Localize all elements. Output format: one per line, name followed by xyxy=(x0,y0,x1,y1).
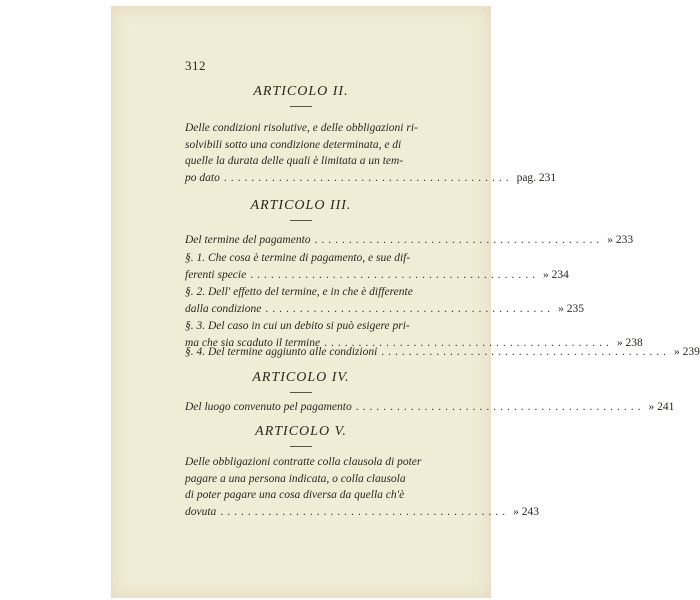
article-heading xyxy=(111,370,491,393)
page-reference: » 233 xyxy=(607,234,634,246)
entry-last-line xyxy=(185,344,700,361)
article-heading-text: ARTICOLO IV. xyxy=(252,370,350,385)
entry-last-line xyxy=(185,504,539,521)
entry-line: quelle la durata delle quali è limitata a un tem- xyxy=(185,155,404,167)
entry-last-line xyxy=(185,170,557,187)
article-heading xyxy=(111,198,491,221)
leader-dots: .......................................... xyxy=(314,234,604,246)
entry-text: dalla condizione xyxy=(185,302,262,315)
entry-line: §. 1. Che cosa è termine di pagamento, e sue dif- xyxy=(185,252,411,264)
page-reference: » 235 xyxy=(558,302,584,315)
leader-dots: .......................................... xyxy=(220,505,510,518)
entry-last-line xyxy=(185,399,675,416)
heading-rule xyxy=(290,446,312,447)
entry-text: ferenti specie xyxy=(185,268,247,281)
leader-dots: .......................................... xyxy=(250,268,539,281)
book-page xyxy=(111,6,700,598)
toc-entry xyxy=(185,120,557,186)
page-reference: » 238 xyxy=(616,336,643,349)
entry-last-line xyxy=(185,267,569,284)
toc-entry xyxy=(185,250,569,283)
entry-line: solvibili sotto una condizione determinata, e di xyxy=(185,138,402,151)
entry-text: po dato xyxy=(185,171,220,184)
article-heading xyxy=(111,424,491,447)
entry-text: Del termine del pagamento xyxy=(185,234,311,246)
toc-entry xyxy=(185,399,675,416)
article-heading xyxy=(111,84,491,107)
toc-entry xyxy=(185,284,584,317)
entry-line: Delle condizioni risolutive, e delle obbligazioni ri- xyxy=(185,122,418,134)
entry-line: §. 2. Dell' effetto del termine, e in che è differente xyxy=(185,286,413,298)
leader-dots: .......................................... xyxy=(265,302,555,315)
entry-text: ma che sia scaduto il termine xyxy=(185,336,321,349)
leader-dots: .......................................... xyxy=(223,171,513,184)
toc-entry xyxy=(185,454,539,520)
entry-line: di poter pagare una cosa diversa da quella ch'è xyxy=(185,489,405,501)
leader-dots: .......................................... xyxy=(324,336,613,349)
page-reference: » 243 xyxy=(513,505,539,518)
heading-rule xyxy=(290,392,312,393)
page-reference: » 241 xyxy=(648,401,675,413)
entry-last-line xyxy=(185,301,584,318)
article-heading-text: ARTICOLO V. xyxy=(255,424,347,439)
toc-entry xyxy=(185,344,700,361)
page-number: 312 xyxy=(185,58,206,73)
entry-line: Delle obbligazioni contratte colla clausola di poter xyxy=(185,456,422,468)
heading-rule xyxy=(290,220,312,221)
heading-rule xyxy=(290,106,312,107)
page-reference: » 234 xyxy=(542,268,569,281)
page-reference: » 239 xyxy=(674,346,700,358)
toc-entry xyxy=(185,232,634,249)
entry-line: pagare a una persona indicata, o colla clausola xyxy=(185,472,406,485)
leader-dots: .......................................... xyxy=(381,346,671,358)
article-heading-text: ARTICOLO III. xyxy=(250,198,352,213)
entry-text: dovuta xyxy=(185,505,217,518)
entry-text: §. 4. Del termine aggiunto alle condizioni xyxy=(185,346,378,358)
page-reference: pag. 231 xyxy=(516,171,557,184)
article-heading-text: ARTICOLO II. xyxy=(253,84,349,99)
leader-dots: .......................................... xyxy=(355,401,645,413)
entry-last-line xyxy=(185,232,634,249)
entry-text: Del luogo convenuto pel pagamento xyxy=(185,401,352,413)
entry-line: §. 3. Del caso in cui un debito si può esigere pri- xyxy=(185,320,410,332)
